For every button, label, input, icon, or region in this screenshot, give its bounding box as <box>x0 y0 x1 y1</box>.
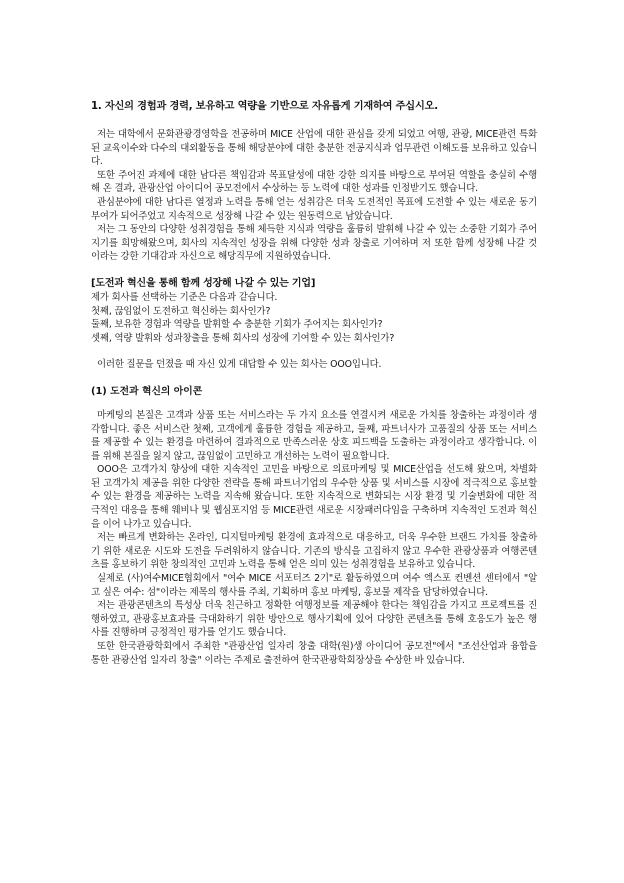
intro-paragraph: 저는 대학에서 문화관광경영학을 전공하며 MICE 산업에 대한 관심을 갖게 되었고 여행, 관광, MICE관련 특화된 교육이수와 다수의 대외활동을 통해 해당분야에 대한 충분한 전공지식과 업무관련 이해도를 보유하고 있습니다. <box>91 129 537 168</box>
question-heading: 1. 자신의 경험과 경력, 보유하고 역량을 기반으로 자유롭게 기재하여 주십시오. <box>91 101 438 112</box>
intro-section <box>91 128 537 264</box>
body-paragraph: 저는 빠르게 변화하는 온라인, 디지털마케팅 환경에 효과적으로 대응하고, 더욱 우수한 브랜드 가치를 창출하기 위한 새로운 시도와 도전을 두려워하지 않습니다. 기존의 방식을 고집하지 않고 우수한 관광상품과 여행콘텐츠를 홍보하기 위한 창의적인 고민과 노력을 통해 얻은 의미 있는 성취경험을 보유하고 있습니다. <box>91 532 537 571</box>
body-paragraph: OOO은 고객가치 향상에 대한 지속적인 고민을 바탕으로 의료마케팅 및 MICE산업을 선도해 왔으며, 차별화 된 고객가치 제공을 위한 다양한 전략을 통해 파트너기업의 우수한 상품 및 서비스를 시장에 적극적으로 홍보할 수 있는 환경을 제공하는 노력을 지속해 왔습니다. 또한 지속적으로 변화되는 시장 환경 및 기술변화에 대한 적극적인 대응을 통해 웨비나 및 웹심포지엄 등 MICE관련 새로운 시장패러다임을 구축하며 지속적인 도전과 혁신을 이어 나가고 있습니다. <box>91 464 537 530</box>
sub-title: (1) 도전과 혁신의 아이콘 <box>91 385 203 397</box>
body-paragraph: 저는 관광콘텐츠의 특성상 더욱 친근하고 정확한 여행정보를 제공해야 한다는 책임감을 가지고 프로젝트를 진행하였고, 관광홍보효과를 극대화하기 위한 방안으로 행사기획에 있어 다양한 콘텐츠를 통해 호응도가 높은 행사를 진행하며 긍정적인 평가를 얻기도 했습니다. <box>91 600 537 639</box>
body-paragraph: 실제로 (사)여수MICE협회에서 "여수 MICE 서포터즈 2기"로 활동하였으며 여수 엑스포 컨벤션 센터에서 "알고 싶은 여수: 섬"이라는 제목의 행사를 주최, 기획하며 홍보 마케팅, 홍보물 제작을 담당하였습니다. <box>91 573 537 598</box>
section-title: [도전과 혁신을 통해 함께 성장해 나갈 수 있는 기업] <box>91 277 316 289</box>
criteria-item: 첫째, 끊임없이 도전하고 혁신하는 회사인가? <box>91 305 271 317</box>
criteria-item: 둘째, 보유한 경험과 역량을 발휘할 수 충분한 기회가 주어지는 회사인가? <box>91 319 383 331</box>
body-paragraph: 마케팅의 본질은 고객과 상품 또는 서비스라는 두 가지 요소를 연결시켜 새로운 가치를 창출하는 과정이라 생각합니다. 좋은 서비스란 첫째, 고객에게 훌륭한 경험을 제공하고, 둘째, 파트너사가 고품질의 상품 또는 서비스를 제공할 수 있는 환경을 마련하여 결과적으로 만족스러운 상호 피드백을 도출하는 과정이라고 생각합니다. 이를 위해 본질을 잃지 않고, 끊임없이 고민하고 개선하는 노력이 필요합니다. <box>91 409 537 462</box>
intro-paragraph: 관심분야에 대한 남다른 열정과 노력을 통해 얻는 성취감은 더욱 도전적인 목표에 도전할 수 있는 새로운 동기부여가 되어주었고 지속적으로 성장해 나갈 수 있는 원동력으로 남았습니다. <box>91 196 537 222</box>
criteria-list <box>91 291 537 345</box>
body-section <box>91 409 537 667</box>
intro-paragraph: 또한 주어진 과제에 대한 남다른 책임감과 목표달성에 대한 강한 의지를 바탕으로 부여된 역할을 충실히 수행해 온 결과, 관광산업 아이디어 공모전에서 수상하는 등 노력에 대한 성과를 인정받기도 했습니다. <box>91 169 537 195</box>
intro-paragraph: 저는 그 동안의 다양한 성취경험을 통해 체득한 지식과 역량을 훌륭히 발휘해 나갈 수 있는 소중한 기회가 주어지기를 희망해왔으며, 회사의 지속적인 성장을 위해 다양한 성과 창출로 기여하며 저 또한 함께 성장해 나갈 것이라는 강한 기대감과 자신으로 해당직무에 지원하였습니다. <box>91 224 537 263</box>
conclusion-text: 이러한 질문을 던졌을 때 자신 있게 대답할 수 있는 회사는 OOO입니다. <box>97 359 382 371</box>
body-paragraph: 또한 한국관광학회에서 주최한 "관광산업 일자리 창출 대학(원)생 아이디어 공모전"에서 "조선산업과 융합을 통한 관광산업 일자리 창출" 이라는 주제로 출전하여 한국관광학회장상을 수상한 바 있습니다. <box>91 641 537 666</box>
criteria-item: 제가 회사를 선택하는 기준은 다음과 같습니다. <box>91 291 278 303</box>
criteria-item: 셋째, 역량 발휘와 성과창출을 통해 회사의 성장에 기여할 수 있는 회사인가? <box>91 332 395 344</box>
